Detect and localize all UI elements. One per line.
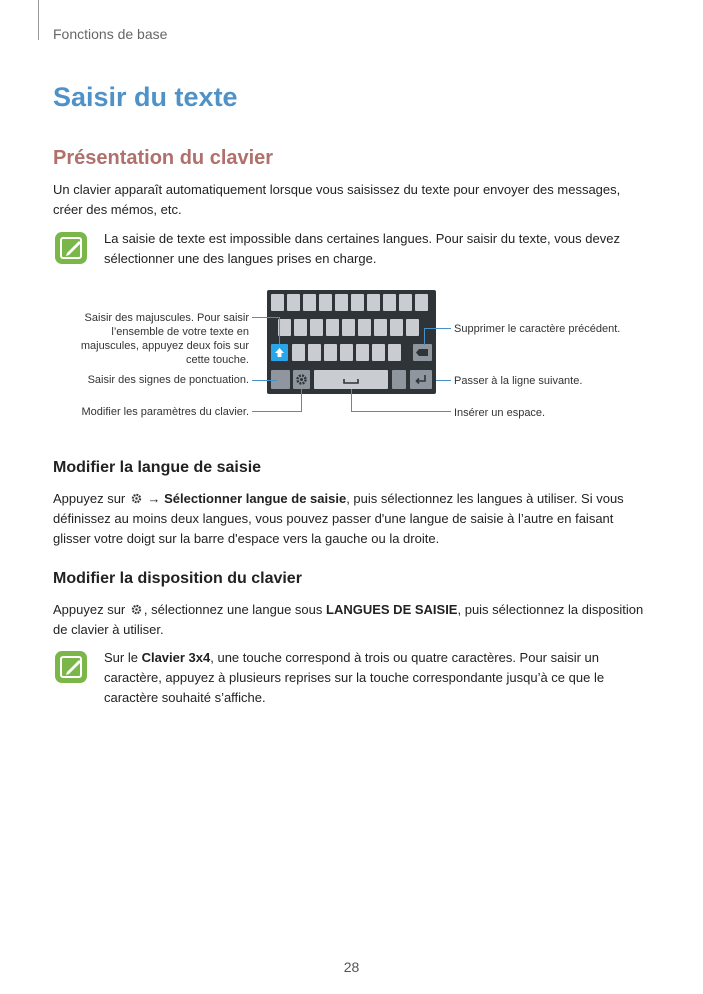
callout-line <box>252 411 302 412</box>
keyboard-key <box>310 319 323 336</box>
keyboard-illustration <box>267 290 436 394</box>
keyboard-key <box>340 344 353 361</box>
text-run: , puis sélectionnez la disposition <box>457 602 644 617</box>
text-run: de clavier à utiliser. <box>53 622 164 637</box>
callout-punctuation: Saisir des signes de ponctuation. <box>87 374 249 386</box>
section-heading-layout: Modifier la disposition du clavier <box>53 570 302 587</box>
text-run: Appuyez sur <box>53 602 129 617</box>
note-pencil-icon <box>55 651 87 683</box>
note-pencil-icon <box>55 232 87 264</box>
keyboard-key <box>356 344 369 361</box>
gear-icon <box>293 370 310 389</box>
settings-key <box>293 370 310 389</box>
keyboard-key <box>319 294 332 311</box>
keyboard-key <box>342 319 355 336</box>
keyboard-key <box>406 319 419 336</box>
keyboard-key <box>294 319 307 336</box>
callout-settings: Modifier les paramètres du clavier. <box>81 406 249 418</box>
callout-space: Insérer un espace. <box>454 407 546 419</box>
text-run: , sélectionnez une langue sous <box>143 602 327 617</box>
keyboard-key <box>383 294 396 311</box>
keyboard-key <box>415 294 428 311</box>
keyboard-key <box>372 344 385 361</box>
keyboard-key <box>390 319 403 336</box>
keyboard-key <box>292 344 305 361</box>
page-title: Saisir du texte <box>53 82 238 112</box>
callout-shift-line: cette touche. <box>186 354 249 366</box>
callout-enter: Passer à la ligne suivante. <box>454 375 583 387</box>
keyboard-key <box>358 319 371 336</box>
callout-shift-line: l’ensemble de votre texte en <box>111 326 249 338</box>
space-key <box>314 370 388 389</box>
keyboard-key <box>335 294 348 311</box>
page-number: 28 <box>343 959 360 975</box>
section-heading-keyboard: Présentation du clavier <box>53 147 274 169</box>
layout-paragraph <box>53 600 653 640</box>
shift-arrow-icon <box>271 344 288 361</box>
menu-path-bold: Sélectionner langue de saisie <box>164 491 347 506</box>
enter-key <box>410 370 432 389</box>
keyboard-key <box>303 294 316 311</box>
callout-line <box>279 317 280 344</box>
text-run: , une touche correspond à trois ou quatre caractères. Pour saisir un <box>210 650 600 665</box>
text-run: définissez au moins deux langues, vous pouvez passer d'une langue de saisie à l’autre en faisant <box>53 511 614 526</box>
enter-arrow-icon <box>410 370 432 389</box>
keyboard-key <box>367 294 380 311</box>
callout-line <box>436 380 451 381</box>
gear-icon <box>130 492 143 505</box>
callout-delete: Supprimer le caractère précédent. <box>454 323 621 335</box>
space-icon <box>314 370 388 389</box>
running-header: Fonctions de base <box>53 26 168 42</box>
callout-line <box>252 380 277 381</box>
keyboard-key <box>374 319 387 336</box>
keyboard-type-bold: Clavier 3x4 <box>141 650 211 665</box>
keyboard-key <box>392 370 406 389</box>
note-text-3x4 <box>104 648 644 708</box>
keyboard-key <box>308 344 321 361</box>
callout-line <box>424 328 451 329</box>
keyboard-key <box>271 294 284 311</box>
delete-key <box>413 344 432 361</box>
callout-line <box>351 411 451 412</box>
menu-label-bold: LANGUES DE SAISIE <box>326 602 458 617</box>
gear-icon <box>130 603 143 616</box>
callout-line <box>252 317 279 318</box>
language-paragraph <box>53 489 653 549</box>
callout-shift <box>60 311 249 367</box>
keyboard-key <box>351 294 364 311</box>
text-run: caractère souhaité s’affiche. <box>104 690 266 705</box>
text-run: caractère, appuyez à plusieurs reprises sur la touche correspondante jusqu’à ce que le <box>104 670 605 685</box>
text-run: Sur le <box>104 650 142 665</box>
callout-line <box>351 389 352 412</box>
section-heading-language: Modifier la langue de saisie <box>53 459 262 476</box>
arrow-text: → <box>143 491 165 506</box>
shift-key <box>271 344 288 361</box>
note-text-languages: La saisie de texte est impossible dans certaines langues. Pour saisir du texte, vous devez sélectionner une des langues prises en charge. <box>104 231 620 266</box>
text-run: glisser votre doigt sur la barre d'espace vers la gauche ou la droite. <box>53 531 440 546</box>
keyboard-key <box>399 294 412 311</box>
keyboard-key <box>287 294 300 311</box>
backspace-icon <box>413 344 432 361</box>
text-run: Appuyez sur <box>53 491 129 506</box>
keyboard-key <box>324 344 337 361</box>
text-run: , puis sélectionnez les langues à utiliser. Si vous <box>346 491 624 506</box>
keyboard-key <box>326 319 339 336</box>
callout-line <box>301 389 302 412</box>
intro-paragraph: Un clavier apparaît automatiquement lorsque vous saisissez du texte pour envoyer des messages, créer des mémos, etc. <box>53 182 621 217</box>
callout-shift-line: Saisir des majuscules. Pour saisir <box>84 312 249 324</box>
keyboard-key <box>388 344 401 361</box>
callout-line <box>424 328 425 345</box>
callout-shift-line: majuscules, appuyez deux fois sur <box>80 340 249 352</box>
header-rule <box>38 0 39 40</box>
